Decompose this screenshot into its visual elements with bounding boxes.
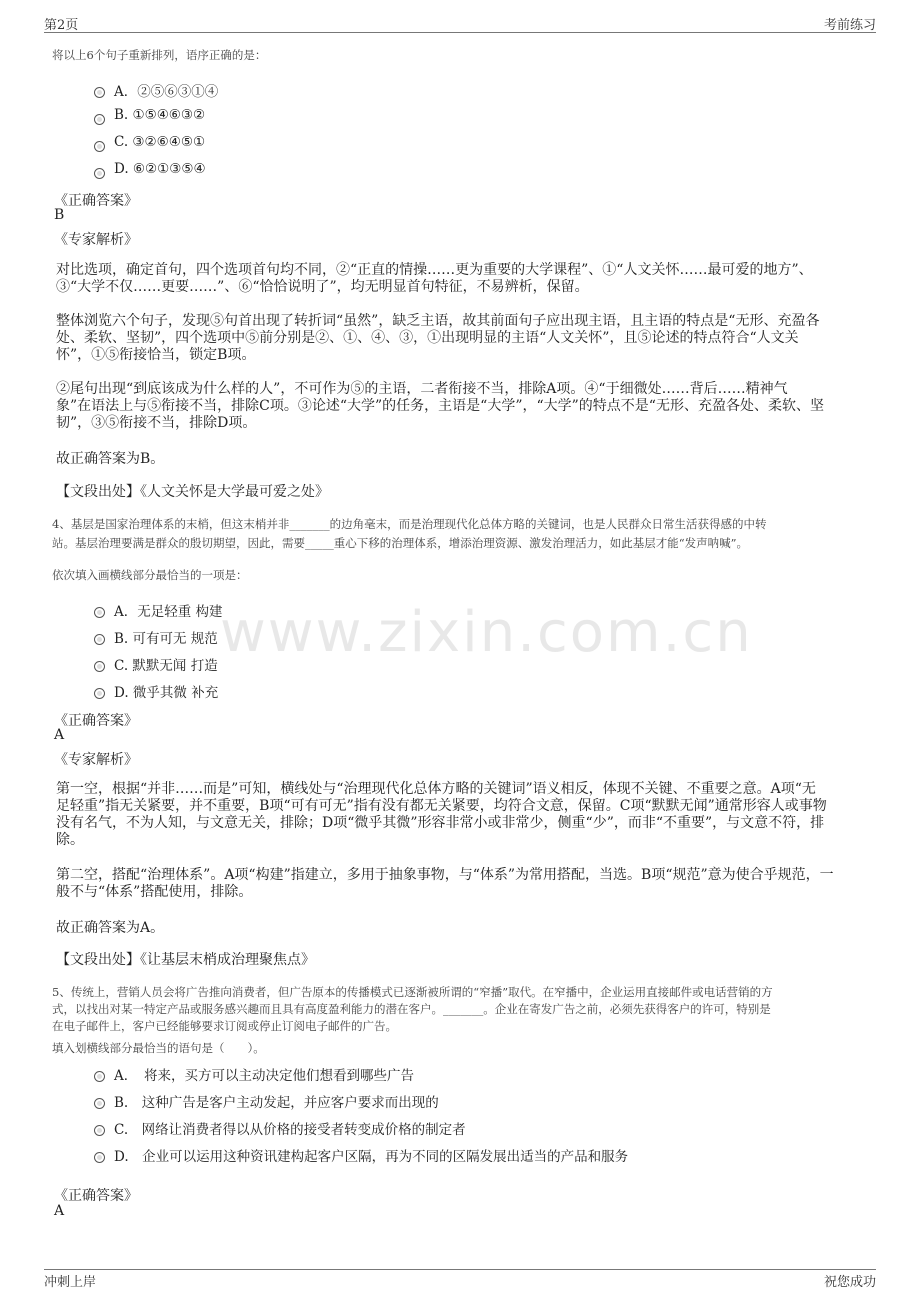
option-radio-b[interactable] bbox=[94, 114, 105, 125]
option-c[interactable]: C. 网络让消费者得以从价格的接受者转变成价格的制定者 bbox=[114, 1122, 466, 1138]
header-title: 考前练习 bbox=[823, 18, 876, 33]
analysis-paragraph: ②尾句出现“到底该成为什么样的人”，不可作为⑤的主语，二者衔接不当，排除A项。④“于细微处……背后……精神气 象”在语法上与⑤衔接不当，排除C项。③论述“大学”的任务，主语是“大学”，“大学”的特点不是“无形、充盈各处、柔软、坚 韧”，③⑤衔接不当，排除D项。 bbox=[56, 381, 824, 431]
analysis-paragraph: 第二空，搭配“治理体系”。A项“构建”指建立，多用于抽象事物，与“体系”为常用搭配，当选。B项“规范”意为使合乎规范，一 般不与“体系”搭配使用，排除。 bbox=[56, 867, 834, 900]
option-radio-a[interactable] bbox=[94, 607, 105, 618]
option-radio-c[interactable] bbox=[94, 141, 105, 152]
answer-heading: 《正确答案》 bbox=[54, 193, 138, 209]
conclusion: 故正确答案为A。 bbox=[56, 920, 165, 936]
option-c[interactable]: C. 默默无闻 打造 bbox=[114, 658, 218, 674]
option-radio-d[interactable] bbox=[94, 1152, 105, 1163]
analysis-heading: 《专家解析》 bbox=[54, 232, 138, 248]
analysis-paragraph: 对比选项，确定首句，四个选项首句均不同，②“正直的情操……更为重要的大学课程”、①“人文关怀……最可爱的地方”、 ③“大学不仅……更要……”、⑥“恰恰说明了”，均无明显首句特征，不易辨析，保留。 bbox=[56, 262, 813, 295]
option-radio-b[interactable] bbox=[94, 634, 105, 645]
watermark: www.zixin.com.cn bbox=[220, 600, 753, 665]
source-citation: 【文段出处】《让基层末梢成治理聚焦点》 bbox=[56, 952, 315, 968]
option-a[interactable]: A． 将来，买方可以主动决定他们想看到哪些广告 bbox=[114, 1068, 414, 1084]
option-b[interactable]: B. 可有可无 规范 bbox=[114, 631, 218, 647]
option-d[interactable]: D. ⑥②①③⑤④ bbox=[114, 161, 206, 177]
question-prompt: 填入划横线部分最恰当的语句是（ ）。 bbox=[52, 1041, 265, 1055]
analysis-paragraph: 第一空，根据“并非……而是”可知，横线处与“治理现代化总体方略的关键词”语义相反，体现不关键、不重要之意。A项“无 足轻重”指无关紧要，并不重要，B项“可有可无”指有没有都无关紧要，均符合文意，保留。C项“默默无闻”通常形容人或事物 没有名气，不为人知，与文意无关，排除；D项“微乎其微”形容非常小或非常少，侧重“少”，而非“不重要”，与文意不符，排 除。 bbox=[56, 781, 827, 848]
option-radio-a[interactable] bbox=[94, 1071, 105, 1082]
page-footer bbox=[44, 1271, 876, 1289]
header-divider bbox=[44, 32, 876, 33]
answer-value: A bbox=[54, 1203, 65, 1219]
answer-value: A bbox=[54, 727, 65, 743]
answer-value: B bbox=[54, 207, 65, 223]
source-citation: 【文段出处】《人文关怀是大学最可爱之处》 bbox=[56, 484, 329, 500]
option-radio-a[interactable] bbox=[94, 87, 105, 98]
question-prompt: 依次填入画横线部分最恰当的一项是： bbox=[52, 568, 248, 582]
page-header bbox=[44, 14, 876, 32]
option-c[interactable]: C. ③②⑥④⑤① bbox=[114, 134, 206, 150]
option-d[interactable]: D. 企业可以运用这种资讯建构起客户区隔，再为不同的区隔发展出适当的产品和服务 bbox=[114, 1149, 629, 1165]
option-b[interactable]: B. 这种广告是客户主动发起，并应客户要求而出现的 bbox=[114, 1095, 439, 1111]
answer-heading: 《正确答案》 bbox=[54, 713, 138, 729]
option-d[interactable]: D. 微乎其微 补充 bbox=[114, 685, 219, 701]
answer-heading: 《正确答案》 bbox=[54, 1188, 138, 1204]
option-b[interactable]: B. ①⑤④⑥③② bbox=[114, 107, 206, 123]
option-radio-d[interactable] bbox=[94, 688, 105, 699]
question-stem: 5、传统上，营销人员会将广告推向消费者，但广告原本的传播模式已逐渐被所谓的“窄播”取代。在窄播中，企业运用直接邮件或电话营销的方 式，以找出对某一特定产品或服务感兴趣而且具有高度盈利能力的潜在客户。_______。企业在寄发广告之前，必须先获得客户的许可，特别是 在电子邮件上，客户已经能够要求订阅或停止订阅电子邮件的广告。 bbox=[52, 985, 773, 1033]
question-prompt: 将以上6个句子重新排列，语序正确的是： bbox=[52, 48, 267, 62]
question-stem: 4、基层是国家治理体系的末梢，但这末梢并非_______的边角毫末，而是治理现代化总体方略的关键词，也是人民群众日常生活获得感的中转 站。基层治理要满是群众的殷切期望，因此，需要_____重心下移的治理体系，增添治理资源、激发治理活力，如此基层才能“发声呐喊”。 bbox=[52, 517, 767, 550]
footer-right-text: 祝您成功 bbox=[823, 1275, 876, 1290]
option-a[interactable]: A．②⑤⑥③①④ bbox=[114, 84, 219, 100]
footer-divider bbox=[44, 1269, 876, 1270]
analysis-paragraph: 整体浏览六个句子，发现⑤句首出现了转折词“虽然”，缺乏主语，故其前面句子应出现主语，且主语的特点是“无形、充盈各 处、柔软、坚韧”，四个选项中⑤前分别是②、①、④、③，①出现明显的主语“人文关怀”，且⑤论述的特点符合“人文关 怀”，①⑤衔接恰当，锁定B项。 bbox=[56, 313, 820, 363]
page-number: 第2页 bbox=[44, 18, 79, 33]
conclusion: 故正确答案为B。 bbox=[56, 451, 165, 467]
footer-left-text: 冲刺上岸 bbox=[44, 1275, 97, 1290]
option-radio-c[interactable] bbox=[94, 1125, 105, 1136]
option-radio-c[interactable] bbox=[94, 661, 105, 672]
analysis-heading: 《专家解析》 bbox=[54, 752, 138, 768]
option-radio-b[interactable] bbox=[94, 1098, 105, 1109]
option-radio-d[interactable] bbox=[94, 168, 105, 179]
option-a[interactable]: A．无足轻重 构建 bbox=[114, 604, 223, 620]
